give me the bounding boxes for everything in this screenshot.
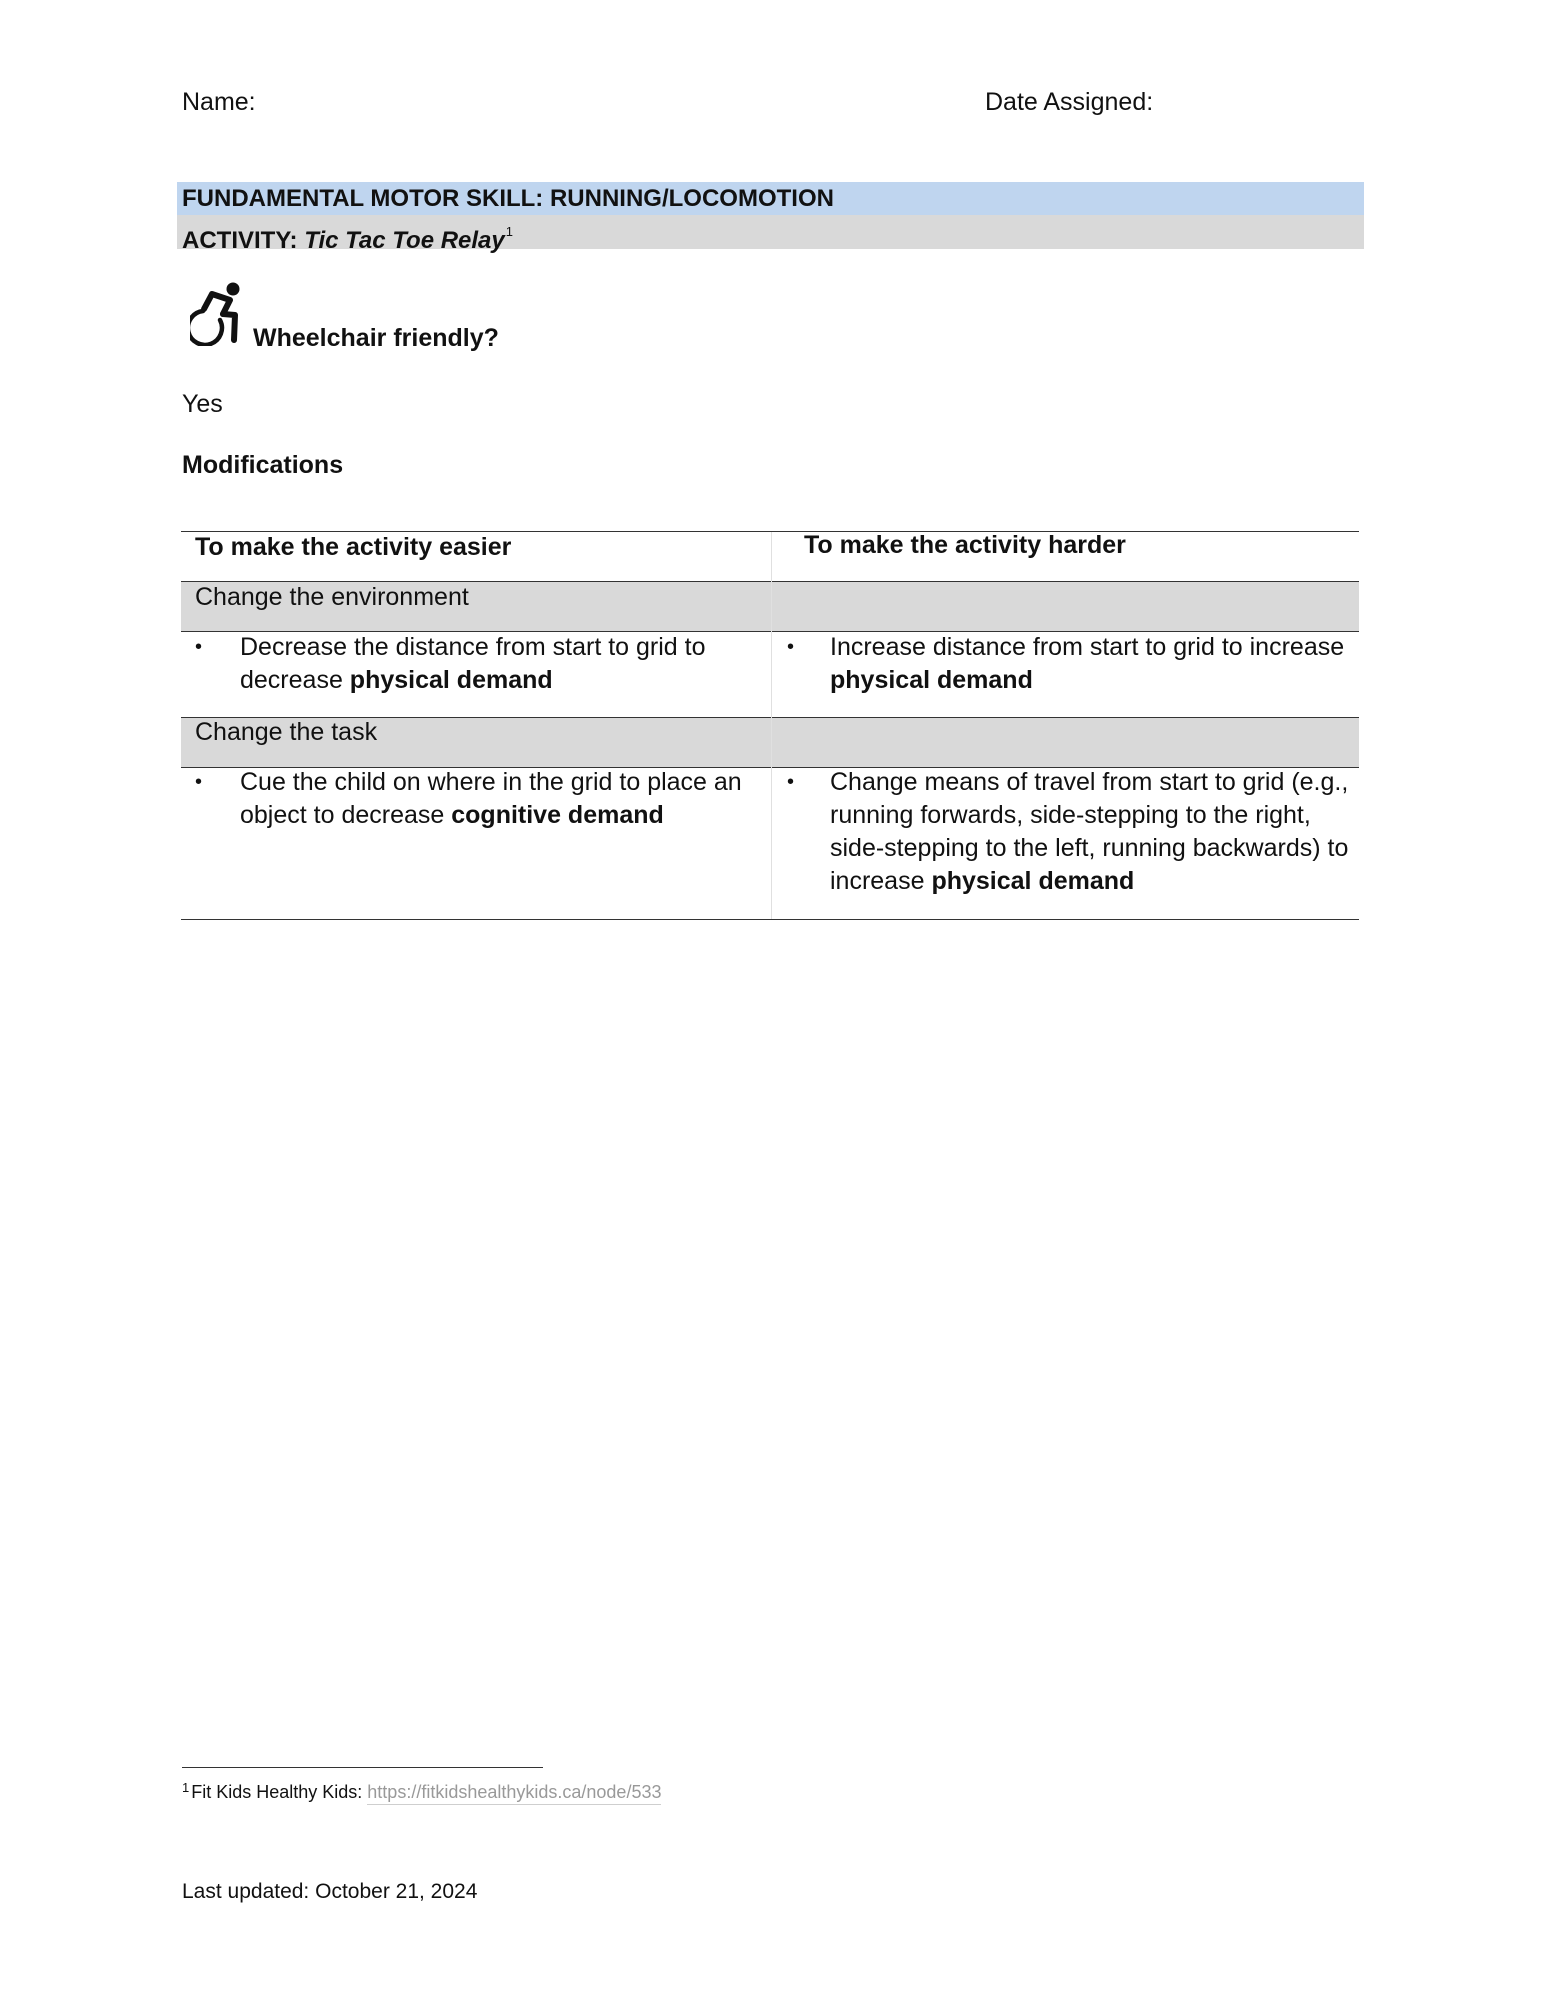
name-label: Name:	[182, 88, 256, 116]
footnote-source: Fit Kids Healthy Kids:	[191, 1782, 368, 1802]
bullet: •	[787, 636, 795, 658]
section-title-task: Change the task	[195, 718, 378, 746]
wheelchair-icon	[190, 282, 244, 346]
harder-task-item: Change means of travel from start to grid (e.g., running forwards, side-stepping to the right, side-stepping to the left, running backwards) to increase physical demand	[830, 768, 1349, 895]
footnote-link[interactable]: https://fitkidshealthykids.ca/node/533	[367, 1782, 661, 1805]
bullet: •	[787, 771, 795, 793]
easier-environment-item: Decrease the distance from start to grid to decrease physical demand	[240, 633, 706, 694]
wheelchair-friendly-answer: Yes	[182, 390, 223, 418]
skill-title-bar: FUNDAMENTAL MOTOR SKILL: RUNNING/LOCOMOTION	[177, 182, 1364, 215]
bullet: •	[195, 771, 203, 793]
easier-task-item: Cue the child on where in the grid to place an object to decrease cognitive demand	[240, 768, 742, 829]
footnote-separator	[182, 1767, 543, 1768]
table-bottom-rule	[181, 919, 1359, 920]
activity-name: Tic Tac Toe Relay	[304, 227, 505, 254]
section-title-environment: Change the environment	[195, 583, 469, 611]
footnote-reference: 1	[505, 224, 513, 239]
modifications-heading: Modifications	[182, 451, 344, 479]
harder-environment-item: Increase distance from start to grid to increase physical demand	[830, 633, 1345, 694]
activity-prefix: ACTIVITY:	[182, 227, 305, 254]
column-header-easier: To make the activity easier	[195, 533, 512, 561]
date-assigned-label: Date Assigned:	[985, 88, 1154, 116]
footnote-number: 1	[182, 1780, 190, 1795]
footnote	[182, 1780, 661, 1803]
wheelchair-friendly-heading: Wheelchair friendly?	[253, 324, 499, 352]
bullet: •	[195, 636, 203, 658]
column-header-harder: To make the activity harder	[804, 531, 1126, 559]
last-updated: Last updated: October 21, 2024	[182, 1880, 478, 1903]
column-divider	[771, 532, 772, 919]
activity-title-bar	[177, 215, 1364, 254]
